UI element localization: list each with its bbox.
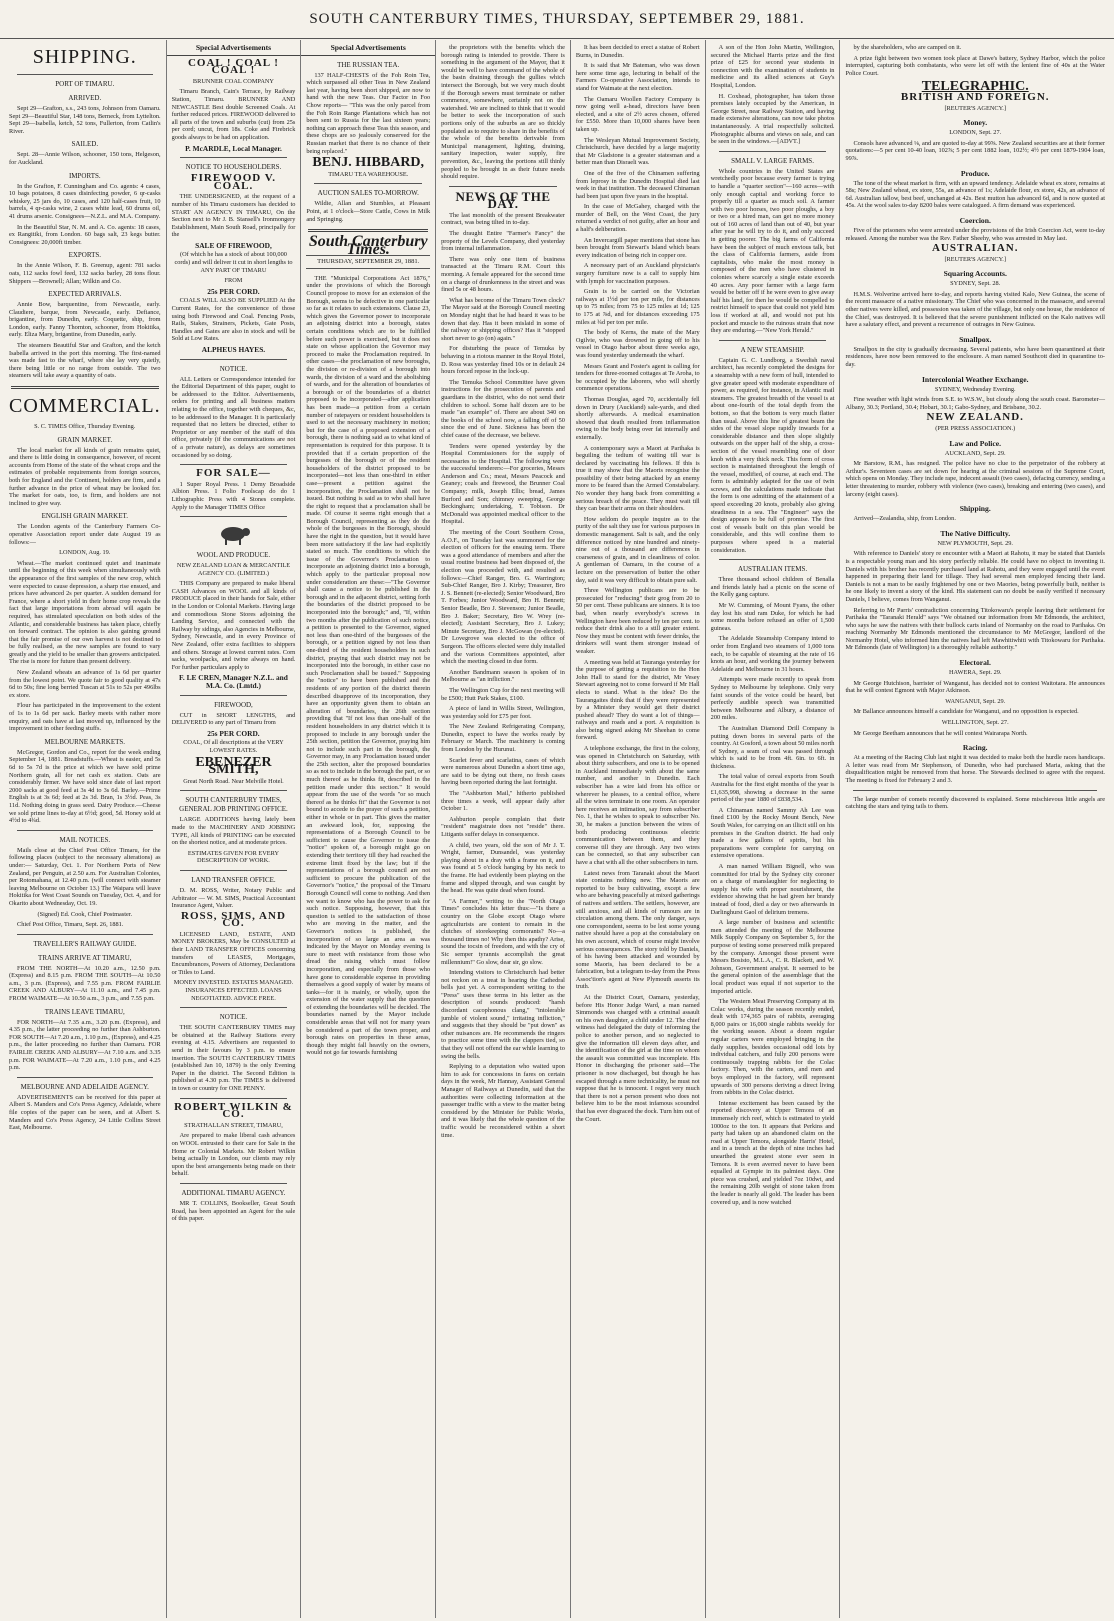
arrived-label: ARRIVED. xyxy=(68,94,102,102)
divider xyxy=(180,790,288,791)
news-item: The draught Entire "Farmer's Fancy" the property of the Levels Company, died yesterday from internal inflammation. xyxy=(441,230,565,253)
imports-text-2: In the Beautiful Star, N. M. and A. Co. agents: 18 cases, ex Rangitiki, from London. 60 bags salt, 23 kegs butter. Consignees: 20,000ft timber. xyxy=(9,223,161,246)
trains-arrive-text: FROM THE NORTH—At 10.20 a.m., 12.50 p.m. (Express) and 8.15 p.m. FROM THE SOUTH—At 10.50 a.m., 3 p.m. (Express), and 7.55 p.m. FROM FAIRLIE CREEK AND ALBURY—At 11.10 a.m., and 7.45 p.m. FROM WAIMATE—At 10.50 a.m., 3 p.m., and 7.55 p.m. xyxy=(9,964,161,1003)
sailed-text: Sept. 28—Annie Wilson, schooner, 150 tons, Helgeson, for Auckland. xyxy=(9,151,161,166)
coercion-heading: Coercion. xyxy=(959,215,991,225)
racing-heading: Racing. xyxy=(962,743,988,753)
issue-date: THURSDAY, SEPTEMBER 29, 1881. xyxy=(306,255,430,269)
news-item: In the case of McGahey, charged with the murder of Bell, on the West Coast, the jury returned a verdict of not guilty, after an hour and a half's deliberation. xyxy=(575,203,700,234)
law-text: Mr Barstow, R.M., has resigned. The police have no clue to the perpetrator of the robbery at Arthur's. Seventeen cases are set down for hearing at the criminal sessions of the Supreme Court, which opens on Monday. They include rape, indecent assault (two cases), defacing currency, sending a letter threatening to murder, robbery with violence (two cases), breaking and entering (two cases), and larceny (eight cases). xyxy=(845,460,1105,498)
auction-heading: AUCTION SALES TO-MORROW. xyxy=(317,189,419,198)
money-text: Consols have advanced ⅛, and are quoted to-day at 99⅝. New Zealand securities are at their former quotations:—5 per cent 10-40 loan, 102⅞; 5 per cent 1882 loan, 102½; 4½ per cent 1879-1904 loan, 99⅞. xyxy=(845,139,1105,162)
news-item: At the District Court, Oamaru, yesterday, before His Honor Judge Ward, a man named Simmonds was charged with a criminal assault on his own daughter, a child under 12. The chief witness had delegated the duty of informing the police to another person, and so neglected to give the information till eleven days after, and the identification of the girl at the time on whom the assault was committed was incomplete. His Honor in discharging the prisoner said—The prisoner is now discharged, but though he has escaped through a mere technicality, he must not suppose that he is innocent. I regret very much that there is not a person present who does not believe him to be the most infamous scoundrel that has ever disgraced the dock. Turn him out of the Court. xyxy=(575,994,700,1123)
divider xyxy=(853,790,1097,791)
brunner-signature: P. McARDLE, Local Manager. xyxy=(185,143,282,153)
divider xyxy=(314,183,422,184)
column-header: Special Advertisements xyxy=(301,42,435,56)
electoral-dateline: HAWERA, Sept. 29. xyxy=(948,669,1002,677)
news-item: The meeting of the Court Southern Cross, A.O.F., on Tuesday last was summoned for the election of officers for the ensuing term. There was a good attendance of members and after the usual routine business had been disposed of, the election was proceeded with, and resulted as follows:—Chief Ranger, Bro. G. Warrington; Sub-Chief Ranger, Bro J. Kirby; Treasurer, Bro J. S. Bennett (re-elected); Senior Woodward, Bro T. Forbes; Junior Woodward, Bro H. Bennett; Senior Beadle, Bro J. Stevenson; Junior Beadle, Bro J. Baker; Secretary, Bro W. Wrey (re-elected); Assistant Secretary, Bro J. Lukey; Minute Secretary, Bro J. McGowan (re-elected). Dr Lovegrove was elected to the office of Surgeon. The officers elected were duly installed and the various Committees appointed, after which the meeting closed in due form. xyxy=(441,529,565,666)
reuters-label-2: [REUTER'S AGENCY.] xyxy=(944,255,1006,263)
steamship-text: Captain G. C. Lundborg, a Swedish naval architect, has recently completed the designs for a steamship with a new form of hull, intended to give greater speed with moderate expenditure of power, as required, for instance, in Atlantic mail steamers. The greatest breadth of the vessel is at about one-fourth of the total depth from the bottom, so that the bottom is very much flatter than usual. Above this line of greatest beam the sides of the vessel slope rapidly inwards for a considerable distance and then slope slightly outwards on the upper half of the ship, a cross-section of the vessel resembling one of door knob with a very thick neck. This form of cross section is maintained throughout the length of the vessel, modified, of course, at each end. The form is admirably adapted for the use of twin screws, and the calculations made indicate that the form is one admitting of the attainment of a speed exceeding 20 knots, probably also giving steadiness in a sea. The "Engineer" says the design appears to be full of promise. The first cost of vessels built on this plan would be considerable, and this will confine them to purposes where speed is a material consideration. xyxy=(710,356,835,554)
divider xyxy=(11,386,159,389)
electoral-heading: Electoral. xyxy=(959,658,991,668)
divider xyxy=(17,1077,153,1078)
divider xyxy=(719,340,827,341)
column-editorial xyxy=(301,40,436,1618)
brunner-name: BRUNNER COAL COMPANY xyxy=(192,77,274,85)
newspaper-masthead: SOUTH CANTERBURY TIMES, THURSDAY, SEPTEMBER 29, 1881. xyxy=(0,0,1114,39)
imports-label: IMPORTS. xyxy=(68,171,101,180)
news-item: The "Ashburton Mail," hitherto published three times a week, will appear daily after October 1. xyxy=(441,790,565,813)
law-heading: Law and Police. xyxy=(949,438,1002,448)
press-association-label: (PER PRESS ASSOCIATION.) xyxy=(935,425,1016,432)
tea-heading: THE RUSSIAN TEA. xyxy=(337,60,400,69)
householders-heading: NOTICE TO HOUSEHOLDERS. xyxy=(185,163,282,172)
australian-item: Three thousand school children of Benalla and friends lately had a picnic on the scene of the Kelly gang capture. xyxy=(710,576,835,599)
news-item: The Oamaru Woollen Factory Company is now going well a-head, directors have been elected, and a site of 2½ acres chosen, offered for £550. More than 10,000 shares have been taken up. xyxy=(575,95,700,133)
news-item: A prize fight between two women took place at Dawe's battery, Sydney Harbor, which the police interrupted, capturing both combatants, who were let off with the lenient fine of 40s at the Water Police Court. xyxy=(845,54,1105,77)
divider xyxy=(17,934,153,935)
wanganui-text: Mr Ballance announces himself a candidate for Wanganui, and no opposition is expected. xyxy=(853,708,1079,716)
british-foreign-heading: BRITISH AND FOREIGN. xyxy=(900,90,1050,103)
news-item: by the shareholders, who are camped on it. xyxy=(853,44,962,51)
electoral-text: Mr George Hutchison, barrister of Wanganui, has decided not to contest Waitotara. He announces that he will contest Egmont with Major Atkinson. xyxy=(845,679,1105,695)
exports-text: In the Annie Wilson, F. B. Greenup, agent: 781 sacks oats, 112 sacks fowl feed, 132 sacks barley, 28 tons flour. Shippers —Brownell; Allan; Wilkin and Co. xyxy=(9,262,161,285)
wool-heading: WOOL AND PRODUCE. xyxy=(196,551,271,560)
sale-heading: SALE OF FIREWOOD, xyxy=(195,240,272,250)
weather-text: Fine weather with light winds from S.E. to W.S.W., but cloudy along the south coast. Barometer—Albany, 30.3; Portland, 30.4; Hobart, 30.1; Gabo-Sydney, and Brisbane, 30.2. xyxy=(845,396,1105,411)
notice2-heading: NOTICE. xyxy=(219,1013,248,1022)
money-dateline: LONDON, Sept. 27. xyxy=(949,129,1002,137)
port-heading: PORT OF TIMARU. xyxy=(55,80,115,88)
news-item: A child, two years, old the son of Mr J. T. Wright, farmer, Dunsandel, was yesterday playing about in a dray with a frame on it, and was found at 5 o'clock hanging by his neck to the frame. He had evidently been playing on the frame and slipped through, and was caught by the head. He was quite dead when found. xyxy=(441,841,565,895)
squaring-dateline: SYDNEY, Sept. 28. xyxy=(950,280,1001,288)
divider xyxy=(180,695,288,696)
mail-text: Mails close at the Chief Post Office Timaru, for the following places (subject to the necessary alterations) as under:— Saturday, Oct. 1. For Northern Ports of New Zealand, per Penguin, at 2.50 a.m. For Australian Colonies, per Rotomahana, at 12.40 p.m. (will connect with steamer leaving Melbourne on October 13.) The Waipara will leave Hokitika for West Coast Sounds on Tuesday, Oct. 4, and for Okarito about Wednesday, Oct. 19. xyxy=(9,846,161,907)
land-names: D. M. ROSS, Writer, Notary Public and Arbitrator — W. M. SIMS, Practical Accountant Insurance Agent, Valuer. xyxy=(171,886,296,910)
agency-text: ADVERTISEMENTS can be received for this paper at Albert S. Manders and Co's Press Agency, Adelaide, where file copies of the paper can be seen, and at Albert S. Manders and Co's Press Agency, 24 Little Collins Street East, Melbourne. xyxy=(9,1093,161,1132)
australian-item: Intense excitement has been caused by the reported discovery at Upper Temora of an immensely rich reef, which is estimated to yield 1000oz to the ton. It appears that Perkins and party had taken up an abandoned claim on the road at Upper Temora, alongside Harris' Hotel, and in a trench at the depth of nine inches had unearthed the greatest stone ever seen in Temora. It is even averred never to have been equalled at Gympie in its palmiest days. One piece was crushed, and yielded 7oz 10dwt, and the remaining 20lb weight of stone taken from the leader is nearly all gold. The leader has been covered up, and is now watched xyxy=(710,1099,835,1206)
australian-item: A large number of business and scientific men attended the meeting of the Melbourne Milk Supply Company on September 5, for the purpose of testing some preserved milk prepared by the company. Amongst those present were Messrs Bosisto, M.L.A., C. R. Blackett, and W. Johnson, Government analyst. It seemed to be the general opinion of the assemblage that the local product was equal if not superior to the imported article. xyxy=(710,919,835,995)
ross-footer: MONEY INVESTED. ESTATES MANAGED. INSURANCES EFFECTED. LOANS NEGOTIATED. ADVICE FREE. xyxy=(173,979,294,1002)
news-item: Intending visitors to Christchurch had better not reckon on a treat in hearing the Cathedral bells just yet. A correspondent writing to the "Press" uses these terms in his letter as the description of sounds produced: "harsh discordant cacophonous clang," "intolerable jumble of violent sound," irritating infliction," and suggests that they should be "put down" as other nuisances are. He recommends the ringers to practice some time with the clappers tied, so that they will not offend the ear while learning to swing the bells. xyxy=(441,969,565,1060)
firewood-price: 25s PER CORD. xyxy=(207,286,260,296)
wilkin-text: Are prepared to make liberal cash advances on WOOL entrusted to their care for Sale in the Home or Colonial Markets. Mr Robert Wilkin being actually in London, our clients may rely upon the best arrangements being made on their behalf. xyxy=(171,1132,296,1178)
news-item: H. Coxhead, photographer, has taken those premises lately occupied by the American, in George Street, near Railway Station, and having made extensive alterations, can now take photos instantaneously. A trial respectfully solicited. Photographic albums and views on sale, and can be seen in the windows.—[ADVT.] xyxy=(710,92,835,146)
notice2-text: THE SOUTH CANTERBURY TIMES may be obtained at the Railway Stations every evening at 4.15. Advertisers are requested to send in their favours by 3 p.m. to ensure insertion. The SOUTH CANTERBURY TIMES (established Jan 10, 1879) is the only Evening Paper in the district. The Second Edition is published at 4.30 p.m. The TIMES is delivered in town or country for ONE PENNY. xyxy=(171,1024,296,1092)
shipping-text: Arrived—Zealandia, ship, from London. xyxy=(853,515,956,523)
produce-heading: Produce. xyxy=(960,168,990,178)
mail-office: Chief Post Office, Timaru, Sept. 26, 1881. xyxy=(17,921,124,929)
news-item: There was only one item of business transacted at the Timaru R.M. Court this morning. A female appeared for the second time on a charge of drunkenness in the street and was fined 5s or 48 hours. xyxy=(441,255,565,294)
news-item: "A Farmer," writing to the "North Otago Times" concludes his letter thus:—"Is there a country on the Globe except Otago where agriculturists are content to remain in the clutches of storekeeping cormorants? No—a thousand times no! Why then this apathy? Arise, sound the tocsin of freedom, and with the cry of Sic semper tyrannis accomplish the great millennium!" Go slow, dear sir, go slow. xyxy=(441,897,565,966)
money-heading: Money. xyxy=(963,118,988,128)
smallpox-heading: Smallpox. xyxy=(959,334,992,344)
reuters-label: [REUTER'S AGENCY.] xyxy=(944,104,1006,112)
news-item: Tenders were opened yesterday by the Hospital Commissioners for the supply of necessaries to the Hospital. The following were the successful tenderers:—For groceries, Messrs Anderson and Co.; meat, Messrs Peacock and Geaney; coals and firewood, the Brunner Coal Company; milk, Joseph Ellis; bread, James Burford and Son; chimney sweeping, George Beckingham; undertaking, T. Tobison. Dr McDonald was appointed medical officer to the Hospital. xyxy=(441,442,565,526)
australian-item: Attempts were made recently to speak from Sydney to Melbourne by telephone. Only very faint sounds of the voice could be heard, but perfectly audible speech was transmitted between Melbourne and Albury, a distance of 200 miles. xyxy=(710,676,835,722)
ross-text: LICENSED LAND, ESTATE, AND MONEY BROKERS, May be CONSULTED at their LAND TRANSFER OFFICES concerning transfers of LEASES, Mortgages, Encumbrances, Powers of Attorney, Declarations or Titles to Land. xyxy=(171,930,296,976)
divider xyxy=(180,1007,288,1008)
news-item: Three Wellington publicans are to be prosecuted for "reducing" their grog from 20 to 50 per cent. These publicans are sinners. It is too bad, when nearly everybody's screws in Wellington have been reduced by ten per cent. to reduce their drink also to a still greater extent. Now they must be content with fewer drinks, the drinkers will want them stronger instead of weaker. xyxy=(575,587,700,655)
column-news-2 xyxy=(571,40,706,1618)
nzloan-text: THIS Company are prepared to make liberal CASH Advances on WOOL and all kinds of PRODUCE placed in their hands for Sale, either in the London or Colonial Markets. Having large and commodious Stone Stores adjoining the Landing Service, and connected with the Railway by sidings, also Agencies in Melbourne, Sydney, Newcastle, and in every Province of New Zealand, offer extra facilities to shippers and others. Storage at lowest current rates. Corn sacks, woolpacks, and twine always on hand. For further particulars apply to xyxy=(171,580,296,671)
newspaper-logo: South Canterbury Times. xyxy=(308,233,428,258)
for-sale-items: 1 Super Royal Press. 1 Demy Broadside Albion Press. 1 Folio Foolscap do do 1 Lithographic Press with 4 Stones complete. Apply to the Manager TIMES Office xyxy=(171,480,296,511)
land-heading: LAND TRANSFER OFFICE. xyxy=(191,875,276,884)
racing-text: At a meeting of the Racing Club last night it was decided to make both the hurdle races handicaps. A letter was read from Mr Stephenson, of Dunedin, who had purchased Maria, asking that the disqualification might be removed from that horse. The Stewards declined to agree with the request. The meeting is fixed for February 2 and 3. xyxy=(845,754,1105,784)
weather-dateline: SYDNEY, Wednesday Evening. xyxy=(934,385,1016,393)
melbourne-heading: MELBOURNE MARKETS. xyxy=(44,737,126,746)
squaring-heading: Squaring Accounts. xyxy=(943,269,1007,279)
mail-signature: (Signed) Ed. Cook, Chief Postmaster. xyxy=(37,910,133,918)
divider xyxy=(180,1098,288,1099)
newspaper-columns xyxy=(4,40,1110,1618)
ebenezer-address: Great North Road. Near Melville Hotel. xyxy=(183,777,284,785)
australian-item: Mr W. Cumming, of Mount Fyans, the other day lost his stud ram Duke, for which he had some months before refused an offer of 1,500 guineas. xyxy=(710,602,835,632)
australian-item: The Western Meat Preserving Company at its Colac works, during the season recently ended, dealt with 174,365 pairs of rabbits, averaging 8,000 pairs or 16,000 single rabbits weekly for the working season. About a dozen regular regular carters were employed bringing in the daily supplies, besides occasional odd lots by individual catchers, and fully 200 persons were continuously trapping rabbits for the Colac factory. Then, with the carters, and men and boys employed in the factory, will represent upwards of 300 persons deriving a direct living from rabbits in the Colac district. xyxy=(710,998,835,1097)
steamers-text: The steamers Beautiful Star and Grafton, and the ketch Isabella arrived in the port this morning. The first-named was made fast to the wharf, where she lay very quietly, there being little or no range from outside. The two steamers will take away a quantity of oats. xyxy=(9,342,161,380)
news-item: Ashburton people complain that their "resident" magistrate does not "reside" there. Litigants suffer delays in consequence. xyxy=(441,815,565,838)
firewood-text: THE UNDERSIGNED, at the request of a number of his Timaru customers has decided to START AN AGENCY IN TIMARU, On the Section next to Mr J. B. Stansell's Ironmongery Establishment, Main South Road, principally for the xyxy=(171,193,296,239)
firewood2-text: CUT in SHORT LENGTHS, and DELIVERED to any part of Timaru from xyxy=(171,711,296,727)
news-item: The last monolith of the present Breakwater contract, was being tilted in to-day. xyxy=(441,211,565,227)
news-item: For disturbing the peace of Temuka by behaving in a riotous manner in the Royal Hotel, D. Ross was yesterday fined 10s or in default 24 hours forced repose in the lock-up. xyxy=(441,345,565,376)
column-telegraphic xyxy=(840,40,1110,1618)
news-heading: NEWS OF THE DAY. xyxy=(455,188,551,212)
additional-heading: ADDITIONAL TIMARU AGENCY. xyxy=(181,1188,286,1197)
firewood2-heading: FIREWOOD, xyxy=(214,700,253,709)
divider xyxy=(308,229,428,232)
native-text-2: Referring to Mr Parris' contradiction concerning Titokowaru's people leaving their settlement for Parihaka the "Taranaki Herald" says "We obtained our information from Mr Edmonds, the architect, who says he saw the natives with their bullock carts inland of Normanby on the road to Parihaka. On reaching Normanby Mr Edmonds mentioned the circumstance to Mr McGregor, landlord of the Normanby Hotel, who informed him the natives had left Mawhitiwhiti with Titokowaru for Parihaka. Mr Edmonds (late of Wellington) is a thoroughly reliable authority." xyxy=(845,606,1105,652)
news-item: The body of Kerns, the mate of the Mary Ogilvie, who was drowned in going off to his vessel in Otago harbor about three weeks ago, was found yesterday underneath the wharf. xyxy=(575,329,700,359)
divider xyxy=(449,186,557,187)
small-farms-heading: SMALL V. LARGE FARMS. xyxy=(731,156,814,165)
comets-text: The large number of comets recently discovered is explained. Some mischievous little angels are catching the stars and tying tails to them. xyxy=(845,795,1105,811)
news-item: An Invercargill paper mentions that stone has been brought from Stewart's Island which bears every indication of being rich in copper ore. xyxy=(575,236,700,259)
native-dateline: NEW PLYMOUTH, Sept. 29. xyxy=(937,539,1013,547)
news-item: The New Zealand Refrigerating Company, Dunedin, expect to have the works ready by February or March. The machinery is coming from London by the Hurunui. xyxy=(441,723,565,754)
news-item: It is said that Mr Bateman, who was down here some time ago, lecturing in behalf of the Farmers Co-operative Association, intends to stand for Waimate at the next election. xyxy=(575,62,700,92)
nzloan-name: NEW ZEALAND LOAN & MERCANTILE AGENCY CO. (LIMITED.) xyxy=(176,562,291,577)
sheep-icon xyxy=(213,522,253,546)
nzloan-signature: F. LE CREN, Manager N.Z.L. and M.A. Co. (Lmtd.) xyxy=(179,673,288,690)
column-news-1 xyxy=(436,40,571,1618)
divider xyxy=(180,157,288,158)
agency-heading: MELBOURNE AND ADELAIDE AGENCY. xyxy=(20,1082,149,1091)
coercion-text: Five of the prisoners who were arrested under the provisions of the Irish Coercion Act, were to-day released. Among the number was the Rev. Father Sheehy, who was arrested in May last. xyxy=(845,226,1105,242)
news-item: A piece of land in Willis Street, Wellington, was yesterday sold for £75 per foot. xyxy=(441,705,565,720)
exports-label: EXPORTS. xyxy=(68,251,102,260)
australian-item: The Australian Diamond Drill Company is putting down bores in several parts of the country. At Gosford, a town about 50 miles north of Sydney, a seam of coal was passed through which is said to be from 4ft. 6in. to 6ft. in thickness. xyxy=(710,724,835,770)
wellington-dateline: WELLINGTON, Sept. 27. xyxy=(941,719,1009,727)
arrived-text: Sept 29—Grafton, s.s., 243 tons, Johnson from Oamaru. Sept 29—Beautiful Star, 148 tons, Berneck, from Lyttelton. Sept 29—Isabella, ketch, 52 tons, Fullerton, from Catlin's River. xyxy=(9,105,161,135)
smallpox-text: Smallpox in the city is gradually decreasing. Several patients, who have been quarantined at their residences, have now been removed to the enclosure. A man named Southcott died in quarantine to-day. xyxy=(845,345,1105,369)
editorial-text: THE "Municipal Corporations Act 1876," under the provisions of which the Borough Council propose to move for an extension of the Borough, seems to be defective in one particular so far as it relates to such extensions. Clause 23, which gives the Governor power to incorporate an adjoining district into a borough, states certain conditions which are to be fulfilled before such power is exercised, but it does not state on whose application the Governor may proceed to make the Proclamation required. In other cases—the proclamation of new boroughs, the division or re-division of a borough into wards, the division of a ward and the abolishing of wards, and for the alteration of boundaries of a borough or of the boundaries of a district proposed to be incorporated—after application has been made—a petition from a certain number of ratepayers or resident householders is used to set the necessary machinery in motion; but for the case of a proposed extension of a borough, there is nothing said as to what kind of representation is required for this purpose. It is provided that if a certain proportion of the burgesses of the borough or of the resident householders of the district proposed to be incorporated—not less than one-third in either case—present a petition against the incorporation, the Proclamation shall not be issued. But nothing is said as to who shall have the right to request that a proclamation shall be made. Of course it seems right enough that a Borough Council, representing as they do the whole of the burgesses in the Borough, should have the right in the question, but it would have been more satisfactory if the law had explicitly stated so much. The conditions to which the issue of the Governor's Proclamation to incorporate an adjoining district into a borough, which apply to the particular proposal now under consideration are these:—"The Governor shall cause a notice to be published in the borough and in the adjacent district, setting forth the boundaries of the district proposed to be incorporated into the borough;" and, "If, within two months after the publication of such notice, a petition is presented to the Governor, signed not less than one-third of the burgesses of the borough, or a petition signed by not less than one-third of the resident householders in such district, praying that such district may not be incorporated into the borough, in either case no such Proclamation shall be issued." Supposing the "notice" to have been published and the residents of any portion of the district therein described disapprove of its incorporation, they have an opportunity given them to obtain an alteration of boundaries, the 26th section providing that "If not less than one-half of the resident householders in any district which it is proposed to include in any borough under the 25th section, petition the Governor, praying him not to include such part in the borough, the Governor may, in any Proclamation issued under the 25th section, alter the proposed boundaries so as not to include in the borough the part, or so much thereof as he thinks fit, described in the petition made under this section." It would appear from the use of the words "or so much thereof as he thinks fit" that the Governor is not bound to accede to the prayer of such a petition, either in whole or in part. This gives the matter an awkward look, for, supposing the representations of a Borough Council to be sufficient to cause the Governor to issue the "notice" spoken of, a borough might go on extending their territory till they had reached the extreme limit fixed by the law; but if the representations of a borough council are not sufficient to procure the publication of the Governor's "notice," the proposal of the Timaru Borough Council will come to nothing. And then we want to know who has the power to ask for such notice. Supposing, however, that this question is settled to the satisfaction of those who are moving in the matter, and the Governor's notices is published, the incorporation of so large an area as was indicated by the Mayor on Monday evening is sure to meet with resistance from those who dread the raising which must follow incorporation, and especially from those who have gone to considerable expense in providing themselves a good supply of water by means of tanks—for it is mainly, or wholly, upon the extension of the water supply that the question of extending the boundaries will be decided. The boundaries named by the Mayor include considerable areas that will not for many years be considered a part of the town proper, and borough rates on properties in these areas, though they might fall heavily on the owners, would not go far towards furnishing xyxy=(306,274,431,1057)
london-dateline: LONDON, Aug. 19. xyxy=(59,549,111,557)
steamship-heading: A NEW STEAMSHIP. xyxy=(740,345,805,354)
australian-heading: AUSTRALIAN. xyxy=(931,242,1019,255)
wellington-text: Mr George Beetham announces that he will contest Wairarapa North. xyxy=(853,729,1028,737)
ross-title: ROSS, SIMS, AND CO. xyxy=(181,909,286,930)
sailed-label: SAILED. xyxy=(71,140,99,149)
squaring-text: H.M.S. Wolverine arrived here to-day, and reports having visited Kalo, New Guinea, the scene of the recent massacre of a native missionary. The Chief who was concerned in the massacre, and several other natives were killed, and possession was taken of the village, but only one house, the residence of the Chief, was destroyed. It is believed that the severe punishment inflicted on the Kalo natives will have a salutary effect, and prevent a recurrence of outrages in New Guinea. xyxy=(845,290,1105,329)
trains-leave-text: FOR NORTH—At 7.35 a.m., 3.20 p.m. (Express), and 4.35 p.m., the latter proceeding no further than Ashburton. FOR SOUTH—At 7.20 a.m., 1.10 p.m., (Express), and 4.25 p.m., the latter proceeding no further than Oamaru. FOR FAIRLIE CREEK AND ALBURY—At 7.10 a.m. and 3.35 p.m. FOR WAIMATE—At 7.20 a.m., 1.10 p.m., and 4.25 p.m. xyxy=(9,1018,161,1072)
news-item: What has become of the Timaru Town clock? The Mayor said at the Borough Council meeting on Monday night that he had heard it was to be down that day. Has it been mislaid in some of the railway or shipping offices? Has it "stopped short never to go (on) again." xyxy=(441,296,565,342)
news-item: Replying to a deputation who waited upon him to ask for concessions in fares on certain days in the week, Mr Hannay, Assistant General Manager of Railways at Dunedin, said that the authorities were collecting information at the passenger traffic with a view to the matter being considered by the Minister for Public Works, and it was likely that the whole question of the traffic would be reconsidered within a short time. xyxy=(441,1063,565,1139)
column-special-ads-1 xyxy=(167,40,302,1618)
divider xyxy=(719,151,827,152)
melbourne-text: McGregor, Gordon and Co., report for the week ending September 14, 1881. Breadstuffs.—Wheat is easier, and 5s 6d to 5s 7d is the price at which we have sold prime Northern grain, all for net cash ex station. Oats are considerably firmer. We have sold since date of last report 2000 sacks at good feed at 3s 4d to 3s 6d. Barley.—Prime English is at 3s 6d; feed at 2s 3d. Bran, 1s 3½d. Peas, 3s 11d. Nothing doing in grass seed. Dairy Produce.—Cheese we sold prime lines to-day at 6½d; good, 5d. Honey sold at 4½d to 4¾d. xyxy=(9,748,161,825)
australian-item: A Chinaman named Sammy Ah Lee was fined £100 by the Rocky Mount Bench, New South Wales, for carrying on an illicit still on his premises in the Grafton district. He had only made a few gallons of spirits, but his preparations were complete for carrying on extensive operations. xyxy=(710,806,835,860)
divider xyxy=(719,559,827,560)
news-item: A contemporary says a Maori at Parihaka is beguiling the tedium of waiting till war is declared by vaccinating his fellows. If this is true it may show that the Maoris recognise the possibility of their being attacked by an enemy more to be feared than the Armed Constabulary. No wonder they hang back from committing a serious breach of the peace. They must wait till they can bear their arms on their shoulders. xyxy=(575,444,700,513)
nz-heading: NEW ZEALAND. xyxy=(926,411,1024,424)
firewood-title: FIREWOOD V. COAL. xyxy=(190,172,277,192)
english-grain-heading: ENGLISH GRAIN MARKET. xyxy=(41,512,128,521)
railway-heading: TRAVELLER'S RAILWAY GUIDE. xyxy=(33,939,137,948)
benj-name: BENJ. HIBBARD, xyxy=(312,155,425,171)
weather-heading: Intercolonial Weather Exchange. xyxy=(921,374,1029,384)
column-shipping-commercial xyxy=(4,40,167,1618)
firewood2-price: 25s PER CORD. xyxy=(207,728,260,738)
expected-text: Annie Bow, barquentine, from Newcastle, early. Claudiere, barque, from Newcastle, early. Defiance, brigantine, from Dunedin, early. Coquette, ship, from London, early. Fanny Thornton, schooner, from Hokitika, early. Eliza Mary, brigantine, from Dunedin, early. xyxy=(9,301,161,339)
news-item: A necessary part of an Auckland physician's surgery furniture now is a calf to supply him with lymph for vaccination purposes. xyxy=(575,262,700,285)
for-sale-title: FOR SALE— xyxy=(196,467,271,480)
notice-heading: NOTICE. xyxy=(219,364,248,373)
australian-item: A man named William Bignell, who was committed for trial by the Sydney city coroner on a charge of manslaughter for neglecting to supply his wife with proper nourishment, the evidence showing that he had given her brandy instead of food, died a day or two afterwards in Darlinghurst Gaol of delirium tremens. xyxy=(710,863,835,916)
divider xyxy=(180,870,288,871)
office-line: S. C. TIMES Office, Thursday Evening. xyxy=(34,423,136,431)
additional-text: MR T. COLLINS, Bookseller, Great South Road, has been appointed an Agent for the sale of this paper. xyxy=(171,1199,296,1223)
brunner-text: Timaru Branch, Cain's Terrace, by Railway Station, Timaru. BRUNNER AND NEWCASTLE Best double Screened Coals. At further reduced prices. FIREWOOD delivered to all parts of the town and suburbs (cut) from 25s per cord; uncut, from 18s. Coke and Firebrick goods always to be had on application. xyxy=(171,88,296,141)
news-item: Scarlet fever and scarlatina, cases of which were numerous about Dunedin a short time ago, are said to be dying out there, no fresh cases having been reported during the last fortnight. xyxy=(441,756,565,787)
shipping-sub-heading: Shipping. xyxy=(959,504,991,514)
divider xyxy=(180,359,288,360)
imports-text: In the Grafton, F. Cunningham and Co. agents: 4 cases, 10 bags potatoes, 8 cases disinfecting powder, 6 qr-casks whiskey, 25 jars do, 10 cases, and 120 half-cases fruit, 10 barrels, 4 qr-casks wine, 2 cases white lead, 60 drums oil, 41 drums arsenic. Consignees—N.Z.L. and M.A. Company. xyxy=(9,182,161,220)
divider xyxy=(180,516,288,517)
small-farms-text: Whole countries in the United States are wretchedly poor because every farmer is trying to handle a "quarter section"—160 acres—with only enough capital and working force to properly till a quarter as much soil. A farmer with two poor horses, two poor ploughs, a boy or two or a hired man, can get no more money out of 160 acres of land than out of 40, but year after year he will try to do it, and only succeed in getting poorer. The big farms of California have been the subject of much envious talk, but the class of California farmers, aside from capitalists, who make the most money is composed of the men who have clustered in colonies where scarcely a single estate exceeds 40 acres. Any poor farmer with a large farm would be better off if he were even to give away half his land, for then he would be compelled to restrict himself to space that could not yield him loss if worked at all, and would not put his pocket and muscle to the ruinous strain that now they are enduring.—"New York Herald." xyxy=(710,167,835,335)
law-dateline: AUCKLAND, Sept. 29. xyxy=(944,449,1006,457)
trains-arrive-heading: TRAINS ARRIVE AT TIMARU, xyxy=(38,953,132,962)
news-item: Latest news from Taranaki about the Maori state contains nothing new. The Maoris are reported to be busy cultivating, except a few who are behaving peacefully at mixed gatherings of natives and settlers. The settlers, however, are still anxious, and all kinds of rumours are in circulation among them. The only danger, says one correspondent, seems to be lest some young native should have a pop at the constabulary on his own account, which of course might involve serious consequences. The story told by Daniels, of his having been attacked and wounded by some Maoris, has been declared to be a fabrication, but a telegram to-day from the Press Assoc'tion's agent at New Plymouth asserts its truth. xyxy=(575,869,700,991)
news-item: Thomas Douglas, aged 70, accidentally fell down in Drury (Auckland) sale-yards, and died shortly afterwards. A medical examination showed that death resulted from inflammation owing to the body being over fat internally and externally. xyxy=(575,395,700,441)
australian-item: The total value of cereal exports from South Australia for the first eight months of the year is £1,635,998, showing a decrease in the same period of the year 1880 of £838,534. xyxy=(710,773,835,804)
news-item: The Wesleyan Mutual Improvement Society, Christchurch, have decided by a large majority that Mr Gladstone is a greater statesman and a better man than Disraeli was. xyxy=(575,136,700,167)
telegraphic-heading: TELEGRAPHIC. xyxy=(921,79,1029,95)
divider xyxy=(17,830,153,831)
nz-wheat-text: New Zealand wheats an advance of 1s 6d per quarter from the lowest point. We quote fair to good quality at 47s 6d to 50s; fine long berried Tuscan at 51s to 52s per 496lbs ex store. xyxy=(9,669,161,699)
column-header: Special Advertisements xyxy=(167,42,301,56)
from-label: FROM xyxy=(224,277,243,285)
native-heading: The Native Difficulty. xyxy=(940,528,1011,538)
news-item: A son of the Hon John Martin, Wellington, secured the Michael Harris prize and the first prize of £25 for second year students in connection with the examination of students in medicine and its allied sciences at Guy's Hospital, London. xyxy=(710,44,835,89)
australian-items-heading: AUSTRALIAN ITEMS. xyxy=(737,565,808,574)
tea-text: 137 HALF-CHESTS of the Foh Roin Tea, which surpassed all other Teas in New Zealand last year, having been short shipped, are now to hand with the new Teas. Our Factor in Foo Chow reports— "This was the only parcel from the Foh Roin Range Plantations which has not been sent to Russia for the last sixteen years; nothing can approach these Teas this season, and these chops are so jealously conserved for the Russian market that there is no chance of their being replaced." xyxy=(306,71,431,155)
grain-market-heading: GRAIN MARKET. xyxy=(57,435,113,444)
wilkin-title: ROBERT WILKIN & CO. xyxy=(174,1100,293,1121)
job-text: LARGE ADDITIONS having lately been made to the MACHINERY AND JOBBING TYPE, All kinds of PRINTING can be executed on the shortest notice, and at moderate prices. xyxy=(171,816,296,847)
coal2-text: COAL, Of all descriptions at the VERY LOWEST RATES. xyxy=(183,739,284,754)
divider xyxy=(180,1183,288,1184)
mail-heading: MAIL NOTICES. xyxy=(59,835,111,844)
news-item: One of the five of the Chinamen suffering from leprosy in the Dunedin Hospital died last week in that institution. The deceased Chinaman had been just upon five years in the hospital. xyxy=(575,169,700,200)
news-item: A meeting was held at Tauranga yesterday for the purpose of getting a requisition to the Hon John Hall to stand for the district, Mr Vesey Stewart agreeing not to come forward if Mr Hall elects to stand. What is the idea? Do the Taurangaites think that if they were represented by a Minister they would get their district pushed ahead? They do want a lot of things—railways and roads and a port. A requisition is also being signed asking Mr Sheehan to come forward. xyxy=(575,658,700,742)
shipping-heading: SHIPPING. xyxy=(32,46,137,68)
news-item: Messrs Grant and Foster's agent is calling for tenders for three-roomed cottages at Te Aroha, to be occupied by the laborers, who will shortly commence operations. xyxy=(575,362,700,393)
wanganui-dateline: WANGANUI, Sept. 29. xyxy=(945,697,1006,705)
news-item: It has been decided to erect a statue of Robert Burns, in Dunedin. xyxy=(575,44,700,59)
news-item: Grain is to be carried on the Victorian railways at 1½d per ton per mile, for distances up to 75 miles; from 75 to 125 miles at 1d; 125 to 175 at ⅞d, and for distances exceeding 175 miles at ¾d per ton per mile. xyxy=(575,288,700,326)
expected-label: EXPECTED ARRIVALS. xyxy=(48,290,122,299)
wheat-text: Wheat.—The market continued quiet and inanimate until the beginning of this week when simultaneously with the appearance of the first samples of the new crop, which were expected to cause depression, a sharp rise ensued, and prices have advanced 2s per quarter. A sudden demand for France, where a short yield in their home crop reveals the fact that large importations from abroad will again be required, has stimulated speculation on both sides of the Atlantic, and considerable business has taken place, chiefly on forward contract. The opinion is also gaining ground that the fair promise of our own harvest is not destined to be fully realised, as the new samples are found to vary greatly and the yield to be smaller than growers anticipated. The rise is more for future than present delivery. xyxy=(9,559,161,666)
produce-text: The tone of the wheat market is firm, with an upward tendency. Adelaide wheat ex store, remains at 58s; New Zealand wheat, ex store, 55s, an advance of 1s; Adelaide flour, ex store, 42s, an advance of 6d. Australian tallow, best beef, unchanged at 42s. Best mutton has advanced 6d, and is now quoted at 45s. At the wool sales to-day 8200 bales were catalogued. A firm demand was experienced. xyxy=(845,179,1105,210)
commercial-heading: COMMERCIAL. xyxy=(9,395,161,418)
notice-text: ALL Letters or Correspondence intended for the Editorial Department of this paper, ought to be addressed to the Editor. Advertisements, orders for printing and all business matters relating to the office, together with cheques, &c, to be addressed to the Manager. It is particularly requested that no letters be directed, either to Proprietor or any member of the staff of this office, privately (if the communications are not of a private nature), as delays are sometimes occasioned by so doing. xyxy=(171,375,296,459)
grain-text: The local market for all kinds of grain remains quiet, and there is little doing in consequence, however, of recent accounts from Home of the state of the wheat crops and the estimates of probable requirements from foreign sources, both for England and the Continent, holders are firm, and a further advance in the price of wheat may be looked for. The market for oats, too, is firm, and holders are not inclined to give way. xyxy=(9,446,161,507)
coals-text: COALS WILL ALSO BE SUPPLIED At the Current Rates, for the convenience of those using both Firewood and Coal. Fencing Posts, Rails, Stakes, Strainers, Pickets, Gate Posts, Handles and Gates are also in stock and will be Sold at Low Rates. xyxy=(171,297,296,343)
news-item: Another Bandmann season is spoken of in Melbourne as "an infliction." xyxy=(441,668,565,684)
divider xyxy=(17,74,153,75)
news-item: A telephone exchange, the first in the colony, was opened in Christchurch on Saturday, with about thirty subscribers, and one is to be opened in Auckland immediately with about the same number, and another in Dunedin. Each subscriber has a wire laid from his office or wherever he pleases, to a central office, where all the wires terminate in one room. An operator here receives an intimation, say from subscriber No. 1, that he wishes to speak to subscriber No. 30, he makes a junction between the wires of both producing continuous electric communication between them, and they converse till they are through. Any two wires can be connected, so that any subscriber can have a chat with all the other subscribers in turn. xyxy=(575,745,700,866)
job-heading: SOUTH CANTERBURY TIMES, GENERAL JOB PRINTING OFFICE. xyxy=(179,796,288,814)
column-features xyxy=(706,40,841,1618)
estimates-text: ESTIMATES GIVEN FOR EVERY DESCRIPTION OF WORK. xyxy=(187,849,280,865)
news-item: The Wellington Cup for the next meeting will be £500; Hutt Park Stakes, £100. xyxy=(441,686,565,702)
divider xyxy=(180,464,288,465)
australian-item: The Adelaide Steamship Company intend to order from England two steamers of 1,000 tons each, to be capable of steaming at the rate of 16 knots an hour, and working the journey between Adelaide and Melbourne in 31 hours. xyxy=(710,635,835,673)
trains-leave-heading: TRAINS LEAVE TIMARU, xyxy=(44,1007,125,1016)
news-item: The Temuka School Committee have given instructions for the prosecution of parents and guardians in the district, who do not send their children to school. Some half dozen are to be made "an example" of. There are about 340 on the books of the school now, a falling off of 50 since the end of June. Sickness has been the chief cause of the decrease, we believe. xyxy=(441,378,565,439)
wilkin-address: STRATHALLAN STREET, TIMARU, xyxy=(184,1121,283,1129)
sale-text: (Of which he has a stock of about 100,000 cords) and will deliver it cut in short lengths to ANY PART OF TIMARU xyxy=(174,251,293,274)
auction-text: Wildie, Allan and Stumbles, at Pleasant Point, at 1 o'clock—Store Cattle, Cows in Milk and Springing. xyxy=(306,200,431,223)
english-text: The London agents of the Canterbury Farmers Co-operative Association report under date August 19 as follows:— xyxy=(9,523,161,546)
native-text: With reference to Daniels' story re encounter with a Maori at Rahotu, it may be stated that Daniels is a respectable young man and his story perfectly reliable. He could have no object in inventing it. Daniels with his brother has recently purchased land at Rahotu, and they were engaged until the event happened in preparing their land for tillage. They had several men employed fencing their land. Daniels is not a man to be easily frightened by one or two Maories, being powerfully built, neither is he one likely to invent a story of the kind. His statement can no doubt be easily verified if necessary Daniels, I believe, comes from Wanganui. xyxy=(845,550,1105,603)
benj-address: TIMARU TEA WAREHOUSE. xyxy=(328,170,409,178)
flour-text: Flour has participated in the improvement to the extent of 1s to 1s 6d per sack. Barley meets with rather more enquiry, and oats have at last moved up, influenced by the improvement in other feeding stuffs. xyxy=(9,702,161,733)
coal-ad-title: COAL ! COAL ! COAL ! xyxy=(187,56,279,77)
news-item: How seldom do people inquire as to the purity of the salt they use for various purposes in domestic management. Salt is salt, and the only difference noticed by nine hundred and ninety-nine out of a thousand are differences in coarseness of grain, and in cleanliness of color. A gentleman of Oamaru, in the course of a lecture on the preservation of butter the other day, said it was very difficult to obtain pure salt. xyxy=(575,515,700,584)
editorial-continued: the proprietors with the benefits which the borough rating is intended to provide. There is something in the argument of the Mayor, that it would be well to have command of the whole of the basin draining through the gullies which intersect the Borough, but we very much doubt if the Borough sewers must terminate or rather commence, somewhere, certainly not on the watershed. We are inclined to think that it would be better to seek the incorporation of such portions only of the suburbs as are so thickly populated as to require to share in the benefits of the whole of the benefits derivable from Municipal management, lighting, draining, sanitary inspection, water supply, fire prevention, &c., leaving the portions still thinly peopled to be brought in as their future needs should require. xyxy=(441,44,565,181)
alpheus-signature: ALPHEUS HAYES. xyxy=(201,345,266,354)
ebenezer-name: EBENEZER SMITH, xyxy=(195,754,272,778)
